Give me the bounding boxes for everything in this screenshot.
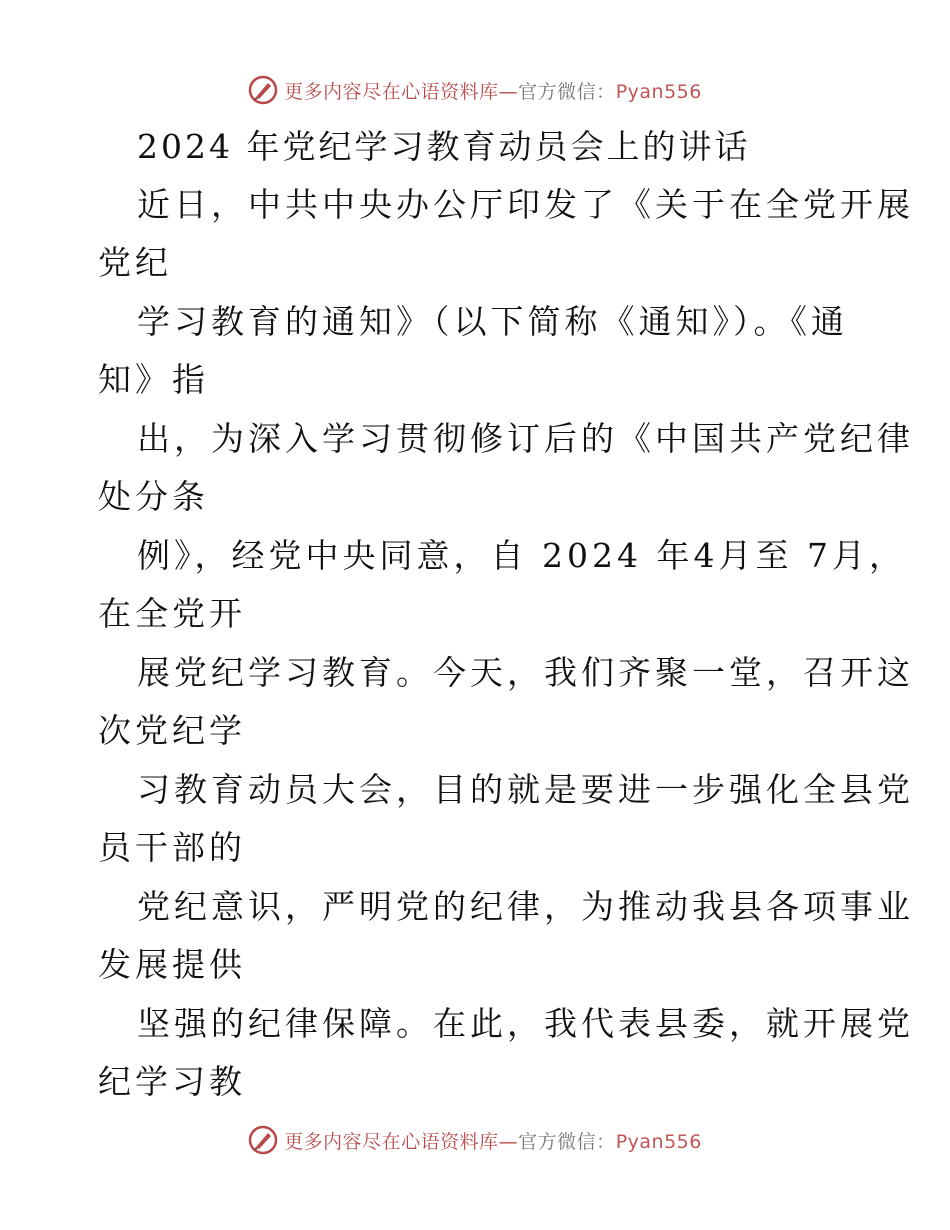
paragraph-line: 处分条: [98, 477, 209, 516]
paragraph-line: 例》，经党中央同意，自 2024 年4月至 7月，: [137, 536, 906, 575]
paragraph-line: 党纪意识，严明党的纪律，为推动我县各项事业: [137, 887, 914, 926]
paragraph-line: 学习教育的通知》（以下简称《通知》）。《通: [137, 302, 848, 341]
header-watermark: [0, 73, 950, 107]
document-title: 2024 年党纪学习教育动员会上的讲话: [137, 127, 751, 166]
watermark-brand: 更多内容尽在心语资料库: [284, 1130, 499, 1153]
paragraph-line: 展党纪学习教育。今天，我们齐聚一堂，召开这: [137, 653, 914, 692]
paragraph-line: 员干部的: [98, 828, 246, 867]
paragraph-line: 坚强的纪律保障。在此，我代表县委，就开展党: [137, 1004, 914, 1043]
watermark-wechat-label: 官方微信：: [518, 80, 616, 103]
paragraph-line: 纪学习教: [98, 1062, 246, 1101]
watermark-wechat-label: 官方微信：: [518, 1130, 616, 1153]
watermark-wechat-id: Pyan556: [615, 80, 702, 103]
paragraph-line: 次党纪学: [98, 711, 246, 750]
pen-logo-icon: [248, 75, 278, 105]
watermark-dash: —: [498, 1130, 519, 1153]
pen-logo-icon: [248, 1125, 278, 1155]
paragraph-line: 发展提供: [98, 945, 246, 984]
watermark-text: [284, 77, 702, 104]
paragraph-line: 在全党开: [98, 594, 246, 633]
paragraph-line: 出，为深入学习贯彻修订后的《中国共产党纪律: [137, 419, 914, 458]
watermark-dash: —: [498, 80, 519, 103]
watermark-wechat-id: Pyan556: [615, 1130, 702, 1153]
paragraph-line: 党纪: [98, 243, 172, 282]
paragraph-line: 习教育动员大会，目的就是要进一步强化全县党: [137, 770, 914, 809]
watermark-brand: 更多内容尽在心语资料库: [284, 80, 499, 103]
watermark-text: [284, 1127, 702, 1154]
footer-watermark: [0, 1123, 950, 1157]
paragraph-line: 知》指: [98, 360, 209, 399]
paragraph-line: 近日，中共中央办公厅印发了《关于在全党开展: [137, 185, 914, 224]
